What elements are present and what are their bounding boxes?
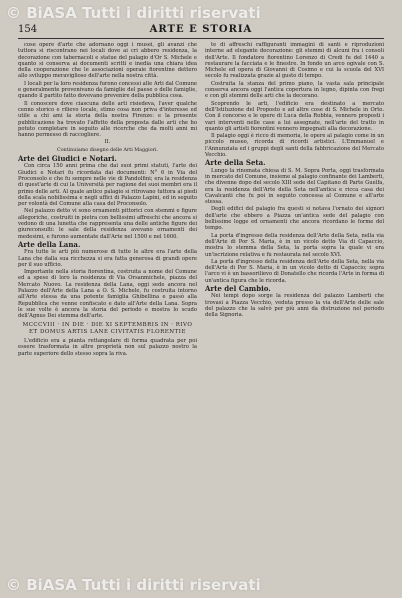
left-column (18, 42, 197, 576)
paragraph: Degli edifici del palagio fra questi si notava l'ornato dei signori dell'arte che ebbero a Piazza un'antica sede del palagio con bellissime logge ed ornamenti che ancora ricordano le forme del tempo. (205, 206, 384, 232)
paragraph: L'edificio era a pianta rettangolare di forma quadrata per poi essere trasformata in altre proprietà non sul palazzo nostro la parte superiore dello stesso sopra la riva. (18, 338, 197, 357)
paragraph: Nel palazzo detto vi sono ornamenti pittorici con stemmi e figure allegoriche, costruiti in pietra con bellissimi affreschi che ancora si vedono di una lunetta che rappresenta una delle antiche figure dei giureconsulti: le sale della residenza avevano ornamenti dei medesimi, e furono aumentate dall'Arte nel 1500 e nel 1600. (18, 208, 197, 240)
paragraph: cose opere d'arte che adornano oggi i musei, gli avanzi che tuttora si riscontrano nei locali dove ai cri abbero residenza, la decorazione con tabernacoli e statue del palagio d'Or S. Michele e quanto si conserva ai documenti scritti e inedia una chiara idea della cooperazione che le associazioni operaie fiorentine dettero allo sviluppo meraviglioso dell'arte nella nostra città. (18, 42, 197, 80)
running-title: ARTE E STORIA (149, 24, 253, 35)
paragraph: Costruita la stanza del primo piano, la vasta sala principale conserva ancora oggi l'antica copertura in legno, dipinta con fregi e con gli stemmi delle arti che la decorano. (205, 80, 384, 100)
paragraph: Con circa 150 anni prima che dai suoi primi statuti, l'arte dei Giudici e Notari fu ricordata dai documenti: N° 6 in Via del Proconsolo e che fu sempre nelle vie di Pandolfini; era la residenza di quest'arte di cui la Università per ragione dei suoi membri era il primo delle arti. Al quale antico palagio si ritrovano tuttora ai piedi della scala nobilissima e negli uffici di Palazzo Lapini, ed in seguito per volontà del Comune alla casa del Proconsolo. (18, 163, 197, 208)
section-heading: Arte della Lana. (18, 239, 81, 249)
section-heading: Arte del Cambio. (205, 283, 271, 293)
section-heading: Arte dei Giudici e Notari. (18, 154, 117, 164)
watermark-bottom: © BiASA Tutti i diritti riservati (6, 576, 261, 594)
section-heading: Arte della Seta. (205, 158, 266, 168)
inscription: MCCCVIII · IN DIE · DIE XI SEPTEMBRIS IN · RIVO ET DOMUS ARTIS LANE CIVITATIS FLORENTIE (22, 322, 193, 335)
paragraph: La porta d'ingresso della residenza dell'Arte della Seta, nella via dell'Arte di Por S. Maria, è in un vicolo detto Via di Capaccio, mostra lo stemma della Seta, la porta sopra la quale vi era un'iscrizione relativa e fu restaurata nel secolo XVI. (205, 232, 384, 258)
paragraph: La porta d'ingresso della residenza dell'Arte della Seta, nella via dell'Arte di Por S. Maria, è in un vicolo detto di Capaccio; sopra l'arco vi è un bassorilievo di Donatello che ricorda l'Arte in forma di un'antica figura che le ricorda. (205, 258, 384, 284)
section-caption: Continuiamo disegno delle Arti Maggiori. (57, 147, 158, 153)
page-number: 154 (18, 24, 38, 35)
paragraph: Scoprendo le arti, l'edificio era destinato a mercato dell'Istituzione del Proposto e ad altre cose di S. Michele in Orto. Con il concorso e le opere di Luca della Robbia, vennero proposti i vari interventi nelle case a lui assegnate, nell'arte del tratto in quanto gli artisti fiorentini vennero impegnati alla decorazione. (205, 100, 384, 132)
paragraph: Il conoscere dove ciascuna delle arti risiedeva, l'aver qualche cenno storico e rilievo locale, stimo cosa non priva d'interesse ed utile a chi ami la storia della nostra Firenze: e la presente pubblicazione ha trovato l'affetto della proposta dalle arti che ho potuto completare in seguito alle ricerche che da molti anni mi hanno permesso di raccogliere. (18, 100, 197, 139)
paragraph: Importante nella storia fiorentina, costruita a nome del Comune ed a spese di loro la residenza di Via Orsanmichele, piazza del Mercato Nuovo. La residenza della Lana, oggi sede ancora nel Palazzo dell'Arte della Lana a O. S. Michele, fu costruita intorno all'Arte stessa da una potente famiglia Ghibellina e passò alla Repubblica che venne confiscato e dato all'Arte della Lana. Sopra le sue volte è ancora la storia del periodo e mostra lo scudo dell'Agnus Dei stemma dell'arte. (18, 269, 197, 320)
page-header (18, 24, 384, 39)
paragraph: Lungo la rinomata chiesa di S. M. Sopra Porta, oggi trasformata in mercato del Comune, insieme al palagio confinante dei Lamberti, che divenne dopo del secolo XIII sede del Capitano di Parte Guelfa, era la residenza dell'Arte della Seta nell'antica e ricca casa dei Cavalcanti che fu poi in seguito concessa al Comune e all'arte stessa. (205, 167, 384, 206)
right-column (205, 42, 384, 576)
watermark-top: © BiASA Tutti i diritti riservati (6, 4, 261, 22)
paragraph: I locali per la loro residenza furono concessi alle Arti dal Comune e generalmente provenivano da famiglie del paese o delle famiglie, quando il partito fatto dovevano prevenire della pubblica cosa. (18, 80, 197, 100)
text-columns (18, 42, 384, 576)
paragraph: Fra tutte le arti più numerose di tutte le altre era l'arte della Lana che dalla sua ricchezza si era fatta generosa di grandi opere per il suo ufficio. (18, 249, 197, 268)
section-number: II. (104, 139, 111, 146)
paragraph: Il palagio oggi è ricco di memoria, le opere al palagio come in un piccolo museo, ricorda di ricordi artistici. L'Emmanuel e l'Annunziata ed i gruppi degli santi della fabbricazione del Mercato Vecchio. (205, 133, 384, 159)
paragraph: te di affreschi raffiguranti immagini di santi e riproduzioni interne ad elegante decorazione: gli stemmi di alcuni fra i consoli dell'Arte. Il fondatore fiorentino Lorenzo di Credi fu del 1440 a restaurare la facciata e le finestre. In fondo un arco ogivale con S. Michele ed opera di Giovanni di Cosimo e cui la scuola del XVI secolo fu realizzata grazie al gusto di tempo. (205, 42, 384, 80)
paragraph: Nei tempi dopo sorge la residenza del palazzo Lamberti che trovasi a Piazza Vecchio, veduta presso la via dell'Arte delle sale del palazzo che la salvò per più anni da distruzione nel periodo della Signoria. (205, 293, 384, 319)
